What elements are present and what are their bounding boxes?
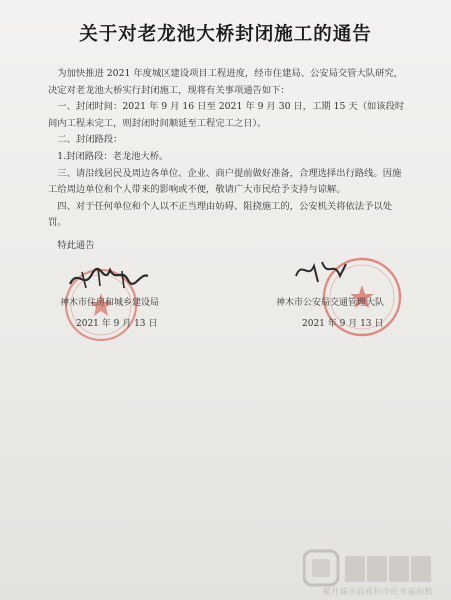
issuer-org: 神木市住房和城乡建设局 — [60, 298, 160, 308]
paragraph-request: 三、请沿线居民及周边各单位、企业、商户提前做好准备，合理选择出行路线。因施工给周边单位和个人带来的影响或不便，敬请广大市民给予支持与谅解。 — [48, 167, 402, 196]
issuer-block-housing-bureau — [60, 295, 159, 329]
paragraph-closure-section: 二、封闭路段： — [57, 134, 123, 146]
issuer-block-traffic-police — [276, 295, 384, 329]
issuer-date: 2021 年 9 月 13 日 — [76, 319, 158, 329]
zhihui-shenmu-logo-icon — [303, 548, 435, 588]
watermark-slogan: 提升城市品质和市民幸福指数 — [322, 587, 433, 596]
paragraph-intro: 为加快推进 2021 年度城区建设项目工程进度，经市住建局、公安局交管大队研究，决定对老龙池大桥实行封闭施工，现将有关事项通告如下： — [48, 68, 403, 96]
closing-text: 特此通告 — [57, 239, 95, 251]
signature-icon — [292, 256, 350, 286]
paragraph-penalty: 四、对于任何单位和个人以不正当理由妨碍、阻挠施工的，公安机关将依法予以处罚。 — [48, 200, 392, 229]
notice-body — [48, 66, 407, 255]
signature-icon — [64, 262, 154, 294]
paragraph-closure-road: 1.封闭路段：老龙池大桥。 — [57, 150, 169, 162]
issuer-date: 2021 年 9 月 13 日 — [302, 319, 384, 329]
issuer-org: 神木市公安局交通管理大队 — [276, 298, 385, 308]
notice-title: 关于对老龙池大桥封闭施工的通告 — [79, 24, 372, 45]
paragraph-closure-time: 一、封闭时间：2021 年 9 月 16 日至 2021 年 9 月 30 日，工期 15 天（如该段时间内工程未完工，则封闭时间顺延至工程完工之日）。 — [48, 101, 405, 129]
